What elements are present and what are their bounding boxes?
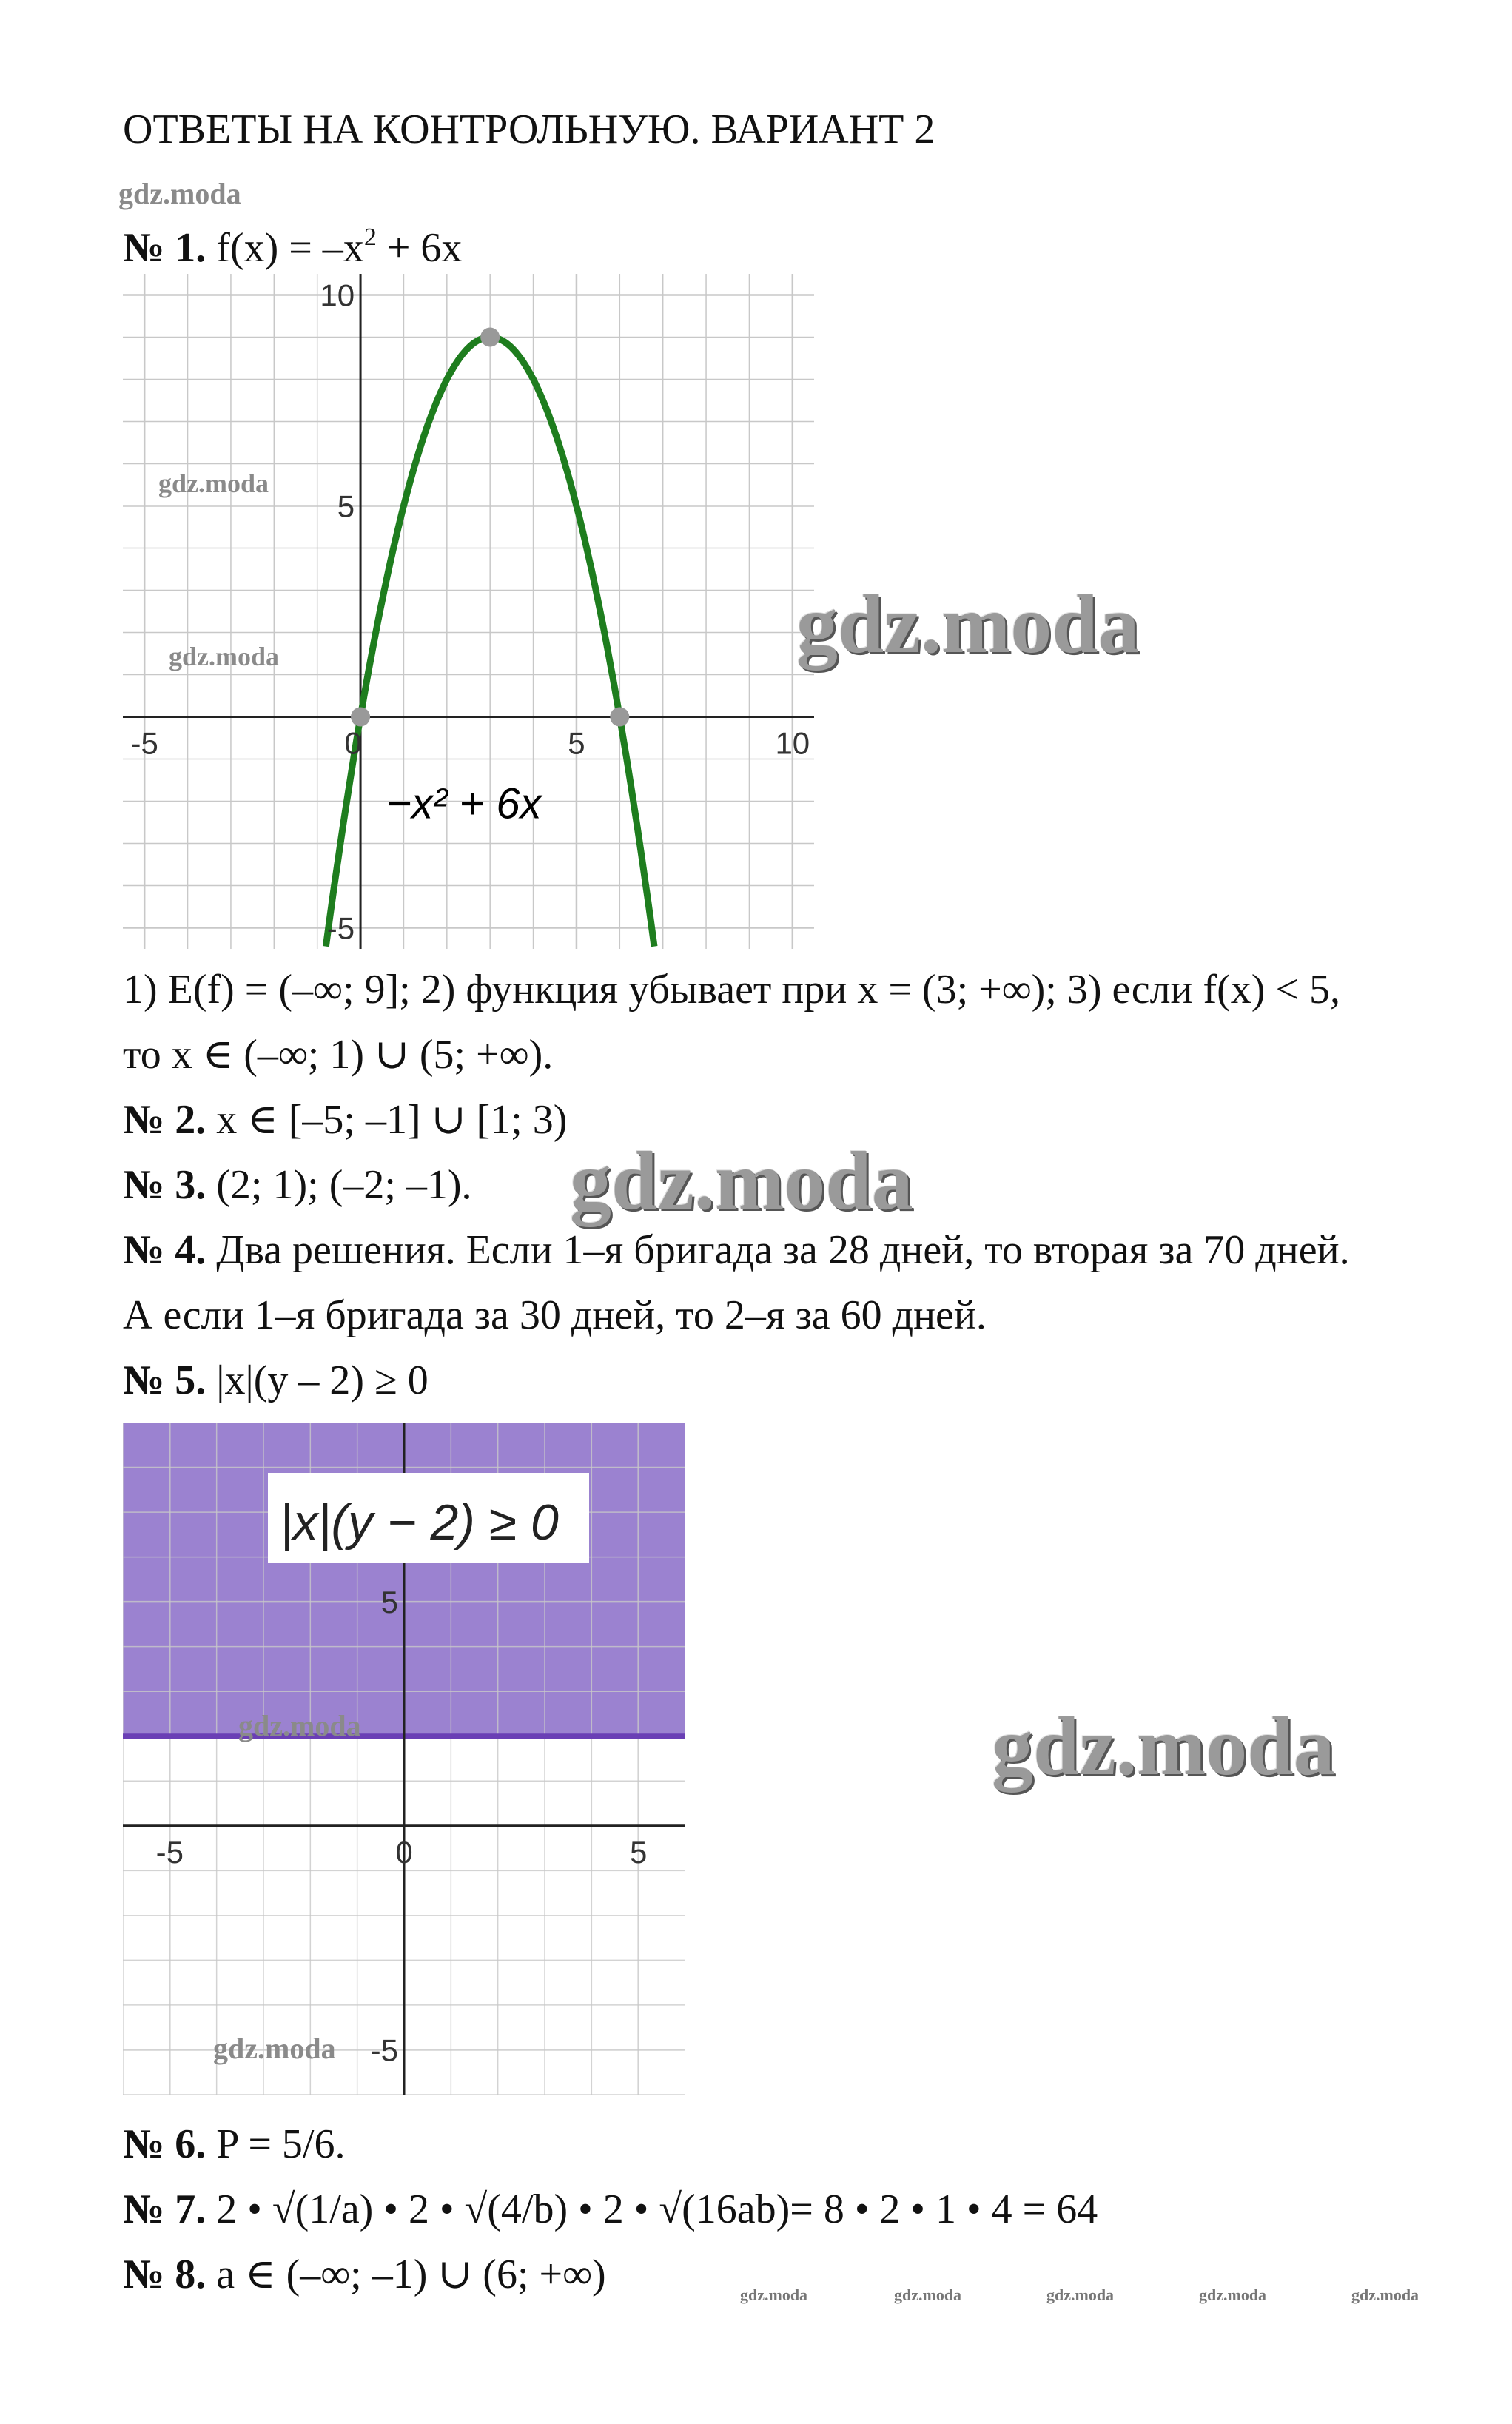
y-tick-label: 5 xyxy=(380,1585,398,1620)
task-6-text: P = 5/6. xyxy=(206,2121,346,2167)
task-8-text: a ∈ (–∞; –1) ∪ (6; +∞) xyxy=(206,2252,606,2297)
watermark: gdz.moda xyxy=(158,469,269,498)
task-1-answer-1: 1) E(f) = (–∞; 9]; 2) функция убывает при x = (3; +∞); 3) если f(x) < 5, xyxy=(123,967,1341,1013)
graph-axes xyxy=(123,274,814,949)
watermark: gdz.moda xyxy=(740,2286,808,2304)
task-5-text: |x|(y – 2) ≥ 0 xyxy=(206,1357,429,1403)
x-tick-label: 0 xyxy=(395,1834,413,1870)
watermark: gdz.moda xyxy=(213,2032,336,2065)
task-8 xyxy=(123,2249,606,2300)
task-3-text: (2; 1); (–2; –1). xyxy=(206,1162,472,1208)
task-1-text-b: + 6x xyxy=(376,225,463,271)
watermark: gdz.moda xyxy=(1046,2286,1115,2304)
watermark: gdz.moda xyxy=(992,1701,1335,1793)
key-point xyxy=(351,708,370,727)
task-4 xyxy=(123,1224,1350,1276)
key-point xyxy=(480,328,500,347)
tick-labels xyxy=(131,278,810,946)
task-number: № 5. xyxy=(123,1357,206,1403)
y-tick-label: -5 xyxy=(370,2032,398,2068)
x-tick-label: 10 xyxy=(775,725,810,761)
inequality-graph xyxy=(123,1423,685,2095)
task-2 xyxy=(123,1094,567,1146)
task-number: № 7. xyxy=(123,2186,206,2232)
inequality-label: |x|(y − 2) ≥ 0 xyxy=(280,1494,559,1551)
watermark: gdz.moda xyxy=(1351,2286,1419,2304)
watermark: gdz.moda xyxy=(796,579,1140,671)
watermark: gdz.moda xyxy=(238,1709,361,1742)
task-1-text-a: f(x) = –x xyxy=(206,225,364,271)
watermark: gdz.moda xyxy=(118,177,241,210)
y-tick-label: -5 xyxy=(326,910,355,946)
x-tick-label: -5 xyxy=(130,725,158,761)
task-1-answer-2: то x ∈ (–∞; 1) ∪ (5; +∞). xyxy=(123,1032,554,1078)
y-tick-label: 10 xyxy=(320,278,355,313)
watermark: gdz.moda xyxy=(169,642,280,671)
task-7 xyxy=(123,2183,1098,2235)
task-number: № 2. xyxy=(123,1097,206,1143)
task-4-text: Два решения. Если 1–я бригада за 28 дней, то вторая за 70 дней. xyxy=(206,1227,1350,1273)
y-tick-label: 5 xyxy=(337,489,355,524)
task-1-superscript: 2 xyxy=(363,224,377,251)
watermark: gdz.moda xyxy=(894,2286,962,2304)
x-tick-label: -5 xyxy=(155,1834,184,1870)
graph-grid xyxy=(123,274,814,949)
task-number: № 1. xyxy=(123,225,206,271)
task-number: № 6. xyxy=(123,2121,206,2167)
x-tick-label: 5 xyxy=(568,725,585,761)
task-3 xyxy=(123,1159,472,1211)
x-tick-label: 0 xyxy=(344,725,362,761)
parabola-graph xyxy=(123,274,814,949)
task-4-line-2: А если 1–я бригада за 30 дней, то 2–я за 60 дней. xyxy=(123,1292,987,1338)
page-title: ОТВЕТЫ НА КОНТРОЛЬНУЮ. ВАРИАНТ 2 xyxy=(123,107,935,152)
task-number: № 4. xyxy=(123,1227,206,1273)
task-5 xyxy=(123,1354,429,1406)
task-6 xyxy=(123,2118,346,2170)
task-7-text: 2 • √(1/a) • 2 • √(4/b) • 2 • √(16ab)= 8 • 2 • 1 • 4 = 64 xyxy=(206,2186,1098,2232)
x-tick-label: 5 xyxy=(629,1834,648,1870)
task-number: № 3. xyxy=(123,1162,206,1208)
watermark: gdz.moda xyxy=(570,1135,913,1227)
task-number: № 8. xyxy=(123,2252,206,2297)
watermark: gdz.moda xyxy=(1199,2286,1267,2304)
task-1 xyxy=(123,212,462,274)
key-point xyxy=(610,708,629,727)
curve-label: −x² + 6x xyxy=(386,779,542,828)
task-2-text: x ∈ [–5; –1] ∪ [1; 3) xyxy=(206,1097,568,1143)
